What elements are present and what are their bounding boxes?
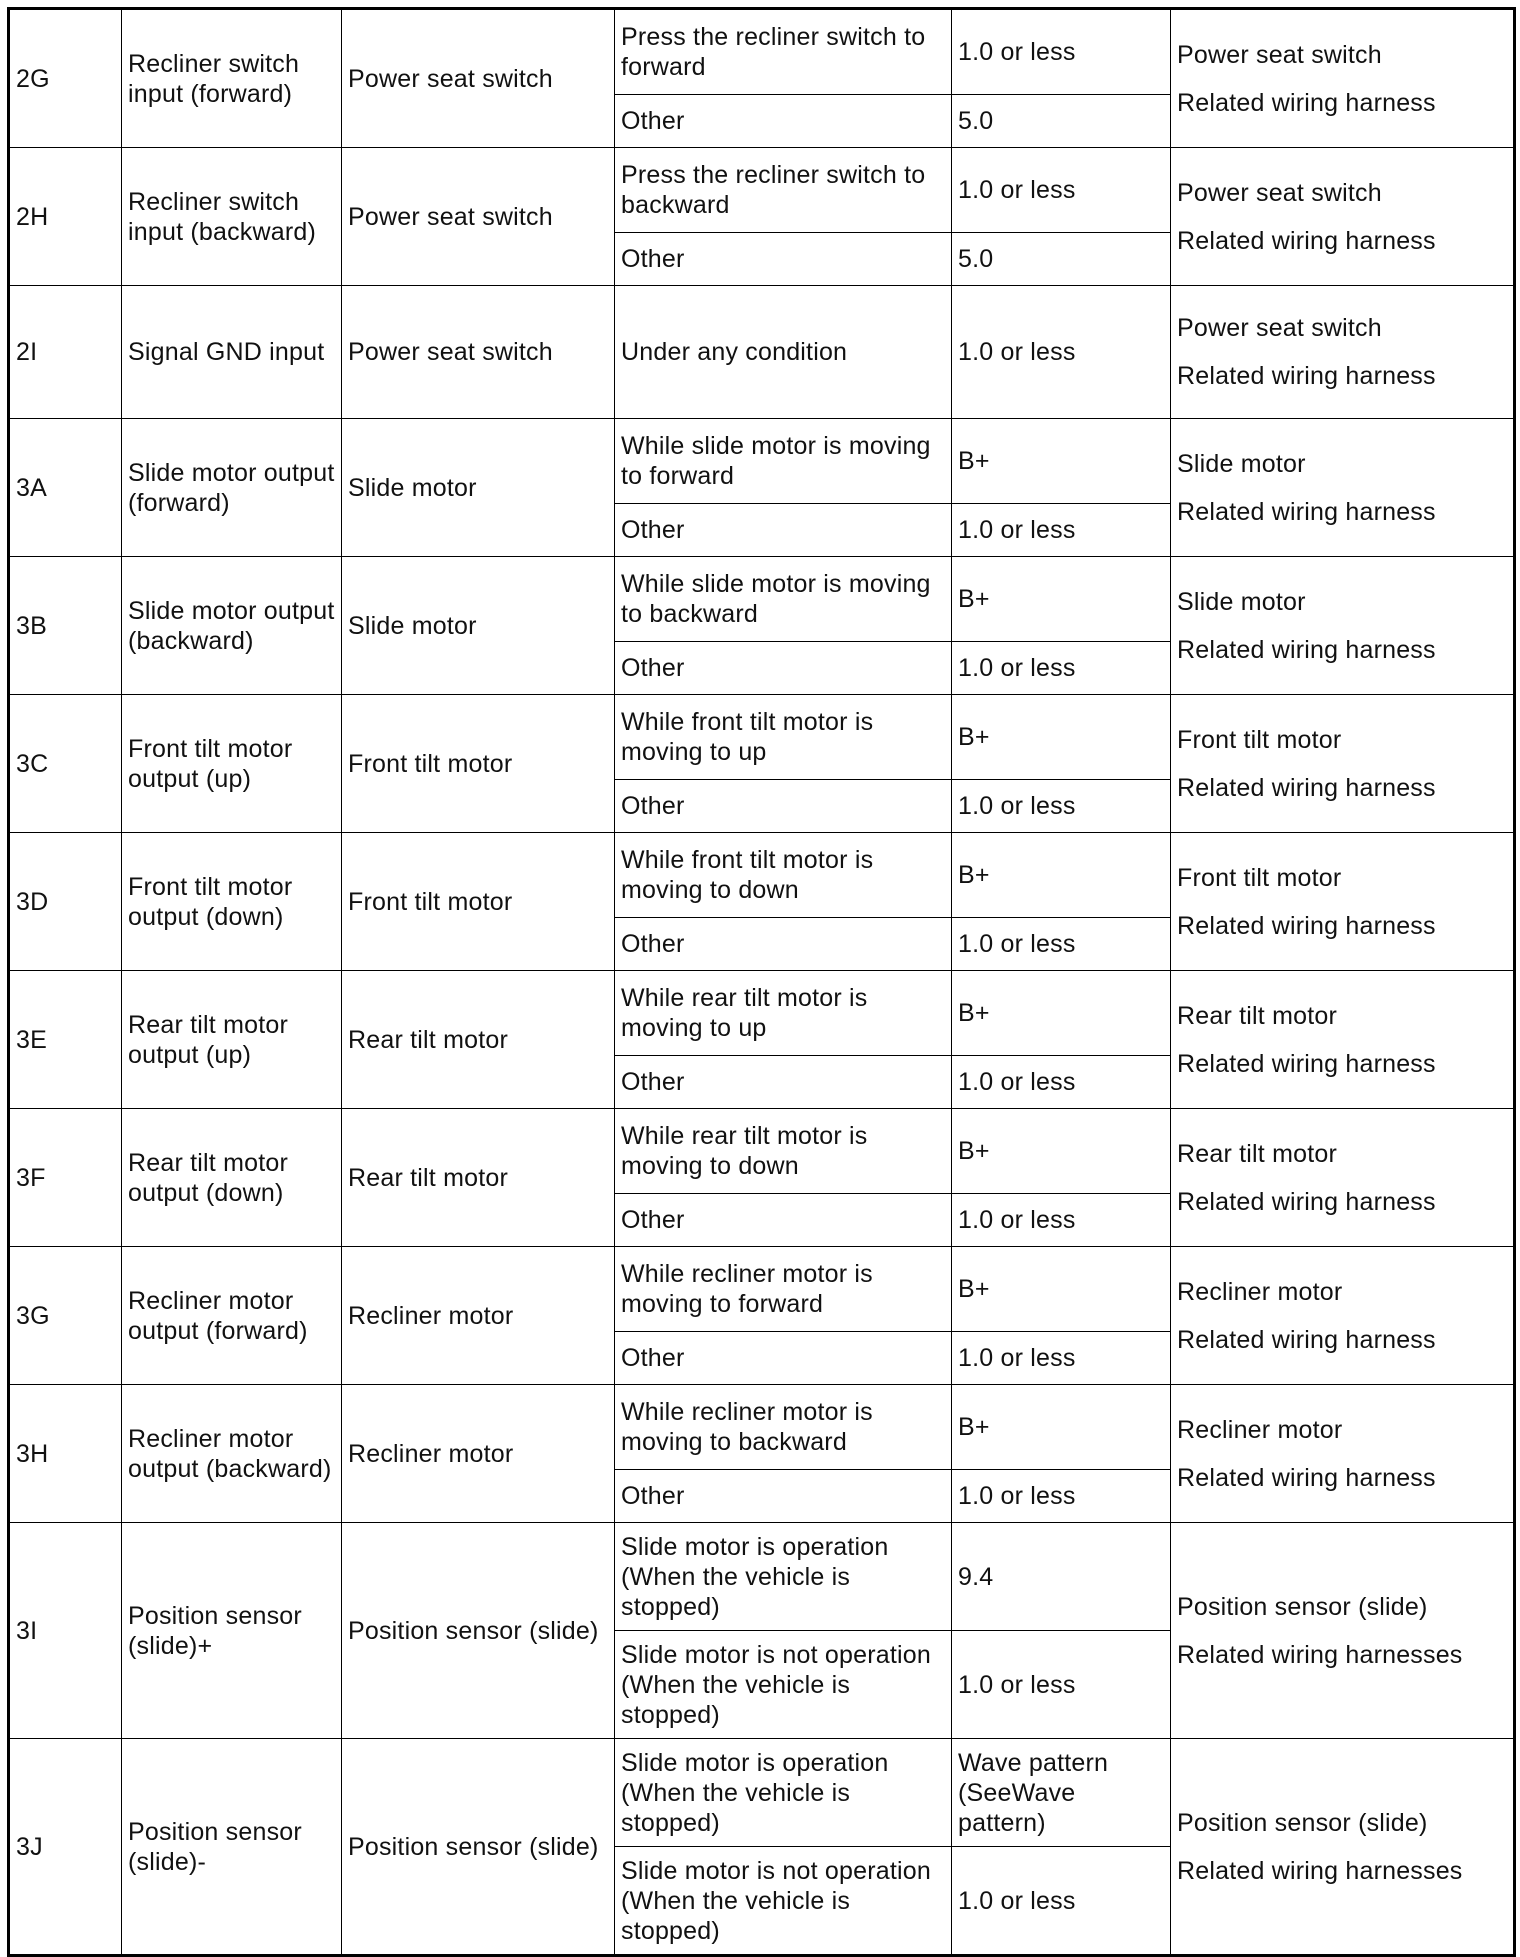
test-condition: While slide motor is moving to forward: [615, 419, 952, 504]
inspection-list: [1177, 178, 1507, 256]
connected-to: Rear tilt motor: [342, 971, 615, 1109]
spec-value: 1.0 or less: [952, 504, 1171, 557]
test-condition: Other: [615, 918, 952, 971]
terminal-description: Recliner motor output (backward): [122, 1385, 342, 1523]
test-condition: Slide motor is not operation (When the vehicle is stopped): [615, 1631, 952, 1739]
inspection-list: [1177, 1277, 1507, 1355]
test-condition: While recliner motor is moving to backward: [615, 1385, 952, 1470]
table-row: [9, 1739, 1515, 1847]
spec-value: 1.0 or less: [952, 1332, 1171, 1385]
table-row: [9, 1247, 1515, 1332]
terminal-description: Recliner switch input (forward): [122, 9, 342, 148]
test-condition: Slide motor is not operation (When the vehicle is stopped): [615, 1847, 952, 1956]
inspection-items: [1171, 833, 1515, 971]
spec-value: B+: [952, 833, 1171, 918]
inspection-list: [1177, 863, 1507, 941]
test-condition: Other: [615, 1194, 952, 1247]
connected-to: Rear tilt motor: [342, 1109, 615, 1247]
inspection-items: [1171, 1523, 1515, 1739]
inspection-item: Slide motor: [1177, 587, 1507, 617]
inspection-item: Recliner motor: [1177, 1277, 1507, 1307]
pin-number: 3J: [9, 1739, 122, 1956]
inspection-item: Related wiring harness: [1177, 1325, 1507, 1355]
pin-number: 3B: [9, 557, 122, 695]
inspection-item: Related wiring harness: [1177, 773, 1507, 803]
spec-value: B+: [952, 1109, 1171, 1194]
table-row: [9, 9, 1515, 95]
spec-value: 1.0 or less: [952, 1631, 1171, 1739]
inspection-item: Position sensor (slide): [1177, 1592, 1507, 1622]
test-condition: Other: [615, 780, 952, 833]
inspection-items: [1171, 971, 1515, 1109]
pin-number: 3D: [9, 833, 122, 971]
spec-value: 1.0 or less: [952, 1470, 1171, 1523]
table-row: [9, 1109, 1515, 1194]
test-condition: Under any condition: [615, 286, 952, 419]
inspection-item: Power seat switch: [1177, 178, 1507, 208]
inspection-item: Related wiring harness: [1177, 911, 1507, 941]
inspection-list: [1177, 40, 1507, 118]
pin-number: 3G: [9, 1247, 122, 1385]
test-condition: Other: [615, 1470, 952, 1523]
table-row: [9, 1385, 1515, 1470]
test-condition: Other: [615, 1056, 952, 1109]
inspection-item: Front tilt motor: [1177, 863, 1507, 893]
inspection-items: [1171, 1739, 1515, 1956]
inspection-item: Position sensor (slide): [1177, 1808, 1507, 1838]
test-condition: While recliner motor is moving to forward: [615, 1247, 952, 1332]
inspection-item: Related wiring harnesses: [1177, 1640, 1507, 1670]
spec-value: 1.0 or less: [952, 642, 1171, 695]
pin-number: 2G: [9, 9, 122, 148]
test-condition: Other: [615, 504, 952, 557]
inspection-items: [1171, 557, 1515, 695]
inspection-item: Slide motor: [1177, 449, 1507, 479]
test-condition: While rear tilt motor is moving to down: [615, 1109, 952, 1194]
inspection-list: [1177, 587, 1507, 665]
test-condition: While front tilt motor is moving to up: [615, 695, 952, 780]
inspection-item: Related wiring harnesses: [1177, 1856, 1507, 1886]
spec-value: B+: [952, 419, 1171, 504]
terminal-description: Recliner switch input (backward): [122, 148, 342, 286]
inspection-list: [1177, 449, 1507, 527]
spec-value: B+: [952, 557, 1171, 642]
inspection-item: Related wiring harness: [1177, 1049, 1507, 1079]
connected-to: Front tilt motor: [342, 833, 615, 971]
spec-value: B+: [952, 695, 1171, 780]
connected-to: Slide motor: [342, 557, 615, 695]
spec-value: 5.0: [952, 233, 1171, 286]
test-condition: Press the recliner switch to backward: [615, 148, 952, 233]
spec-value: 1.0 or less: [952, 780, 1171, 833]
table-row: [9, 148, 1515, 233]
inspection-item: Related wiring harness: [1177, 361, 1507, 391]
spec-value: 1.0 or less: [952, 9, 1171, 95]
spec-value: 1.0 or less: [952, 286, 1171, 419]
inspection-items: [1171, 1385, 1515, 1523]
inspection-item: Rear tilt motor: [1177, 1001, 1507, 1031]
spec-value: 1.0 or less: [952, 1847, 1171, 1956]
table-row: [9, 286, 1515, 419]
inspection-list: [1177, 1808, 1507, 1886]
terminal-description: Recliner motor output (forward): [122, 1247, 342, 1385]
test-condition: Other: [615, 642, 952, 695]
terminal-description: Slide motor output (forward): [122, 419, 342, 557]
inspection-item: Recliner motor: [1177, 1415, 1507, 1445]
inspection-items: [1171, 286, 1515, 419]
inspection-item: Rear tilt motor: [1177, 1139, 1507, 1169]
terminal-description: Position sensor (slide)-: [122, 1739, 342, 1956]
inspection-items: [1171, 1247, 1515, 1385]
pin-number: 3I: [9, 1523, 122, 1739]
test-condition: Other: [615, 1332, 952, 1385]
inspection-list: [1177, 1139, 1507, 1217]
connected-to: Recliner motor: [342, 1385, 615, 1523]
test-condition: Slide motor is operation (When the vehicle is stopped): [615, 1739, 952, 1847]
terminal-description: Rear tilt motor output (down): [122, 1109, 342, 1247]
table-row: [9, 419, 1515, 504]
inspection-item: Related wiring harness: [1177, 1463, 1507, 1493]
terminal-description: Position sensor (slide)+: [122, 1523, 342, 1739]
spec-value: 1.0 or less: [952, 1056, 1171, 1109]
pin-number: 3A: [9, 419, 122, 557]
spec-value: B+: [952, 1247, 1171, 1332]
pin-number: 3H: [9, 1385, 122, 1523]
terminal-inspection-table: [7, 7, 1516, 1957]
inspection-items: [1171, 1109, 1515, 1247]
spec-value: 1.0 or less: [952, 918, 1171, 971]
inspection-item: Related wiring harness: [1177, 497, 1507, 527]
inspection-item: Front tilt motor: [1177, 725, 1507, 755]
inspection-list: [1177, 1592, 1507, 1670]
connected-to: Slide motor: [342, 419, 615, 557]
pin-number: 2I: [9, 286, 122, 419]
test-condition: While rear tilt motor is moving to up: [615, 971, 952, 1056]
pin-number: 2H: [9, 148, 122, 286]
inspection-item: Related wiring harness: [1177, 1187, 1507, 1217]
spec-value: 5.0: [952, 95, 1171, 148]
inspection-item: Related wiring harness: [1177, 635, 1507, 665]
spec-value: 1.0 or less: [952, 1194, 1171, 1247]
test-condition: While slide motor is moving to backward: [615, 557, 952, 642]
pin-number: 3C: [9, 695, 122, 833]
inspection-items: [1171, 9, 1515, 148]
test-condition: Other: [615, 233, 952, 286]
terminal-description: Rear tilt motor output (up): [122, 971, 342, 1109]
inspection-items: [1171, 148, 1515, 286]
test-condition: Other: [615, 95, 952, 148]
connected-to: Recliner motor: [342, 1247, 615, 1385]
inspection-item: Power seat switch: [1177, 313, 1507, 343]
spec-value: 9.4: [952, 1523, 1171, 1631]
spec-value: B+: [952, 1385, 1171, 1470]
inspection-items: [1171, 419, 1515, 557]
connected-to: Power seat switch: [342, 286, 615, 419]
test-condition: While front tilt motor is moving to down: [615, 833, 952, 918]
table-row: [9, 695, 1515, 780]
table-row: [9, 971, 1515, 1056]
inspection-list: [1177, 1001, 1507, 1079]
pin-number: 3F: [9, 1109, 122, 1247]
connected-to: Position sensor (slide): [342, 1523, 615, 1739]
inspection-list: [1177, 1415, 1507, 1493]
connected-to: Position sensor (slide): [342, 1739, 615, 1956]
spec-value: 1.0 or less: [952, 148, 1171, 233]
terminal-description: Slide motor output (backward): [122, 557, 342, 695]
terminal-description: Front tilt motor output (up): [122, 695, 342, 833]
table-row: [9, 1523, 1515, 1631]
table-row: [9, 557, 1515, 642]
inspection-list: [1177, 313, 1507, 391]
inspection-list: [1177, 725, 1507, 803]
spec-value: B+: [952, 971, 1171, 1056]
connected-to: Front tilt motor: [342, 695, 615, 833]
table-row: [9, 833, 1515, 918]
inspection-items: [1171, 695, 1515, 833]
inspection-item: Power seat switch: [1177, 40, 1507, 70]
pin-number: 3E: [9, 971, 122, 1109]
terminal-description: Signal GND input: [122, 286, 342, 419]
test-condition: Slide motor is operation (When the vehicle is stopped): [615, 1523, 952, 1631]
inspection-item: Related wiring harness: [1177, 226, 1507, 256]
terminal-description: Front tilt motor output (down): [122, 833, 342, 971]
connected-to: Power seat switch: [342, 9, 615, 148]
inspection-item: Related wiring harness: [1177, 88, 1507, 118]
test-condition: Press the recliner switch to forward: [615, 9, 952, 95]
spec-value: Wave pattern (SeeWave pattern): [952, 1739, 1171, 1847]
connected-to: Power seat switch: [342, 148, 615, 286]
